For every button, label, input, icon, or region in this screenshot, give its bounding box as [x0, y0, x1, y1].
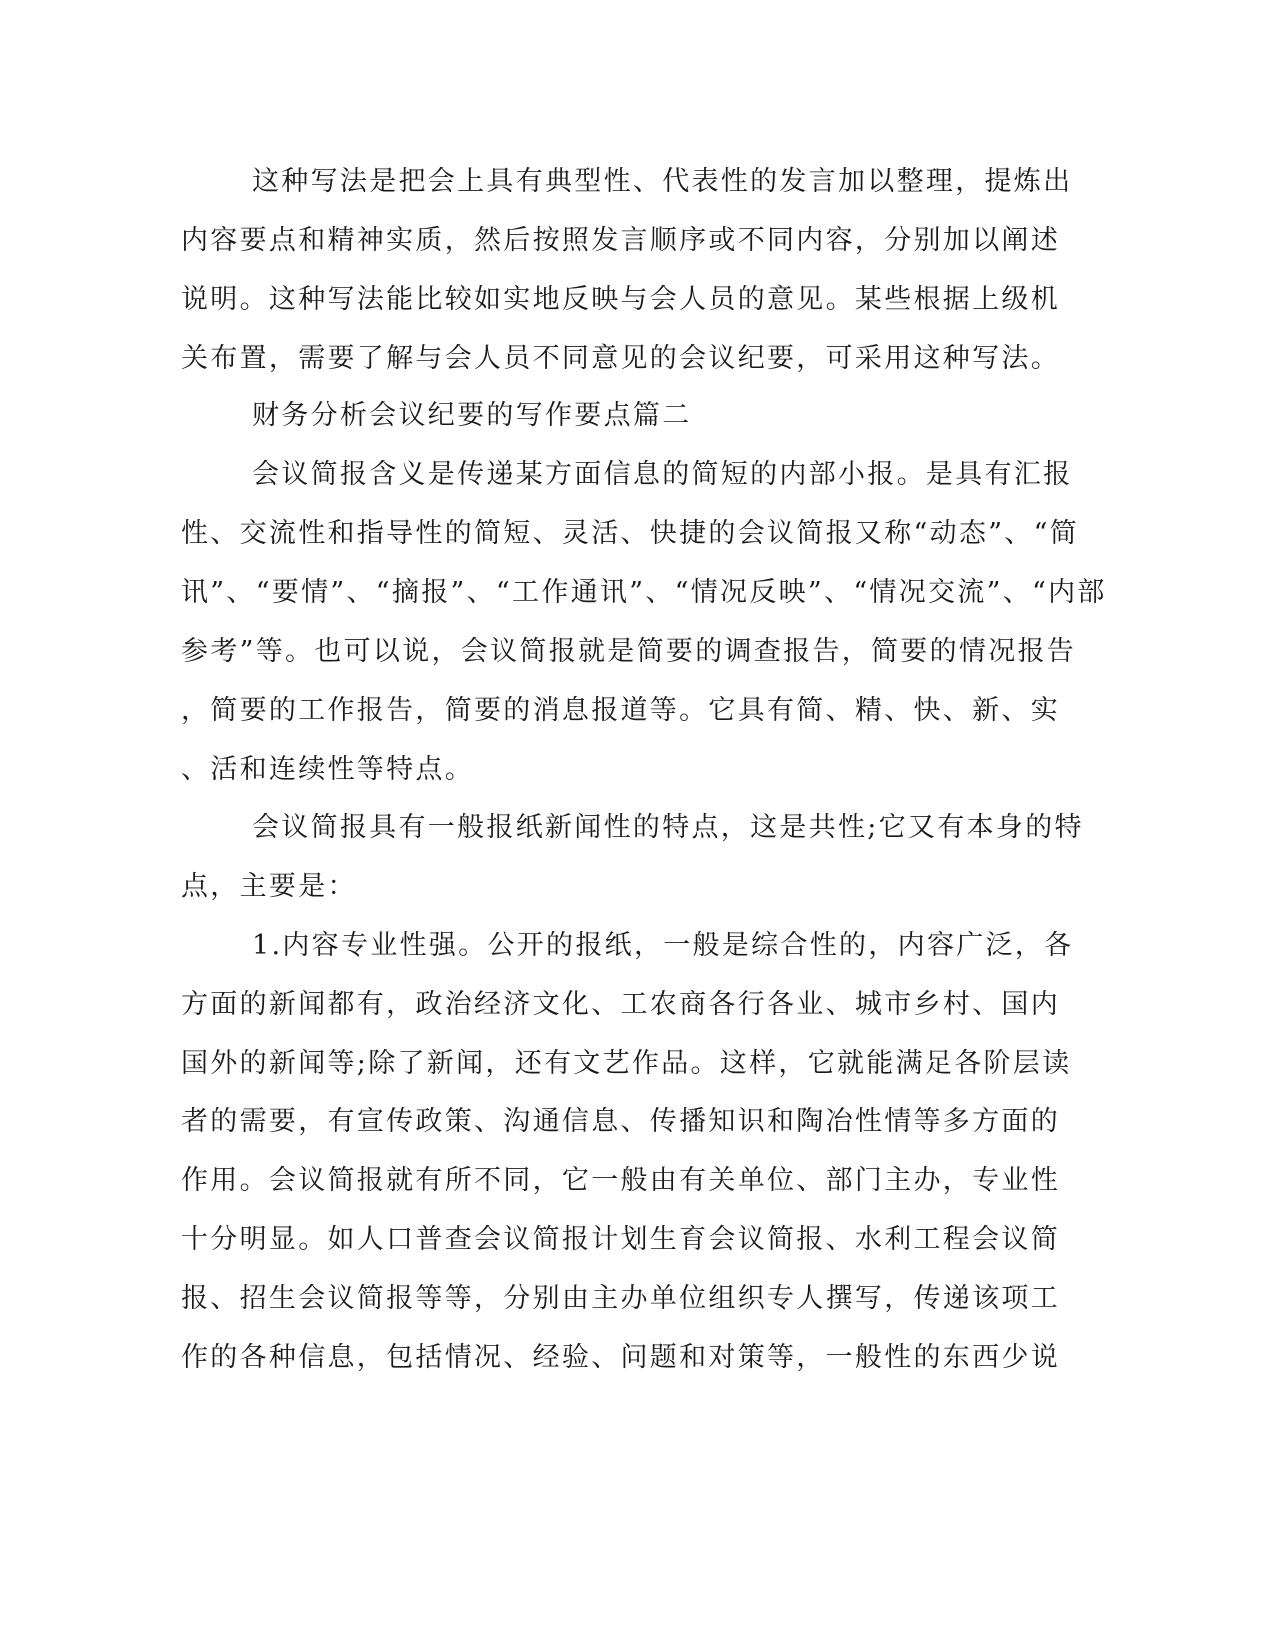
text-line [0, 1277, 1275, 1321]
text-line-content: 内容要点和精神实质，然后按照发言顺序或不同内容，分别加以阐述 [181, 225, 1060, 256]
text-line-content: ，简要的工作报告，简要的消息报道等。它具有简、精、快、新、实 [181, 695, 1060, 726]
text-line-content: 关布置，需要了解与会人员不同意见的会议纪要，可采用这种写法。 [181, 343, 1060, 374]
text-line [0, 806, 1275, 850]
text-line-content: 作用。会议简报就有所不同，它一般由有关单位、部门主办，专业性 [181, 1165, 1060, 1196]
text-line-content: 说明。这种写法能比较如实地反映与会人员的意见。某些根据上级机 [181, 284, 1060, 315]
text-line [0, 337, 1275, 381]
text-line [0, 630, 1275, 674]
text-line-content: 会议简报含义是传递某方面信息的简短的内部小报。是具有汇报 [252, 459, 1073, 490]
text-line-content: 报、招生会议简报等等，分别由主办单位组织专人撰写，传递该项工 [181, 1283, 1060, 1314]
text-line [0, 1218, 1275, 1262]
text-line-content: 点，主要是： [181, 871, 357, 902]
text-line-content: 、活和连续性等特点。 [181, 754, 474, 785]
text-line-content: 性、交流性和指导性的简短、灵活、快捷的会议简报又称“动态”、“简 [181, 518, 1080, 549]
text-line [0, 278, 1275, 322]
text-line [0, 1042, 1275, 1086]
text-line-content: 国外的新闻等;除了新闻，还有文艺作品。这样，它就能满足各阶层读 [181, 1048, 1072, 1079]
text-line-content: 讯”、“要情”、“摘报”、“工作通讯”、“情况反映”、“情况交流”、“内部 [181, 577, 1107, 608]
text-line-content: 1.内容专业性强。公开的报纸，一般是综合性的，内容广泛，各 [252, 930, 1074, 961]
text-line [0, 512, 1275, 556]
text-line [0, 1100, 1275, 1144]
text-line [0, 1159, 1275, 1203]
text-line-content: 参考”等。也可以说，会议简报就是简要的调查报告，简要的情况报告 [181, 636, 1077, 667]
text-line-content: 十分明显。如人口普查会议简报计划生育会议简报、水利工程会议简 [181, 1224, 1060, 1255]
text-line [0, 748, 1275, 792]
text-line-content: 会议简报具有一般报纸新闻性的特点，这是共性;它又有本身的特 [252, 812, 1084, 843]
text-line [0, 1336, 1275, 1380]
text-line [0, 689, 1275, 733]
text-line [0, 924, 1275, 968]
text-line [0, 160, 1275, 204]
text-line [0, 571, 1275, 615]
text-line-content: 作的各种信息，包括情况、经验、问题和对策等，一般性的东西少说 [181, 1342, 1060, 1373]
text-line-content: 方面的新闻都有，政治经济文化、工农商各行各业、城市乡村、国内 [181, 989, 1060, 1020]
text-line-content: 这种写法是把会上具有典型性、代表性的发言加以整理，提炼出 [252, 166, 1073, 197]
section-heading-text: 财务分析会议纪要的写作要点篇二 [252, 400, 692, 431]
text-line [0, 865, 1275, 909]
text-line [0, 453, 1275, 497]
text-line-content: 者的需要，有宣传政策、沟通信息、传播知识和陶冶性情等多方面的 [181, 1106, 1060, 1137]
section-heading [0, 394, 1275, 438]
text-line [0, 983, 1275, 1027]
text-line [0, 219, 1275, 263]
